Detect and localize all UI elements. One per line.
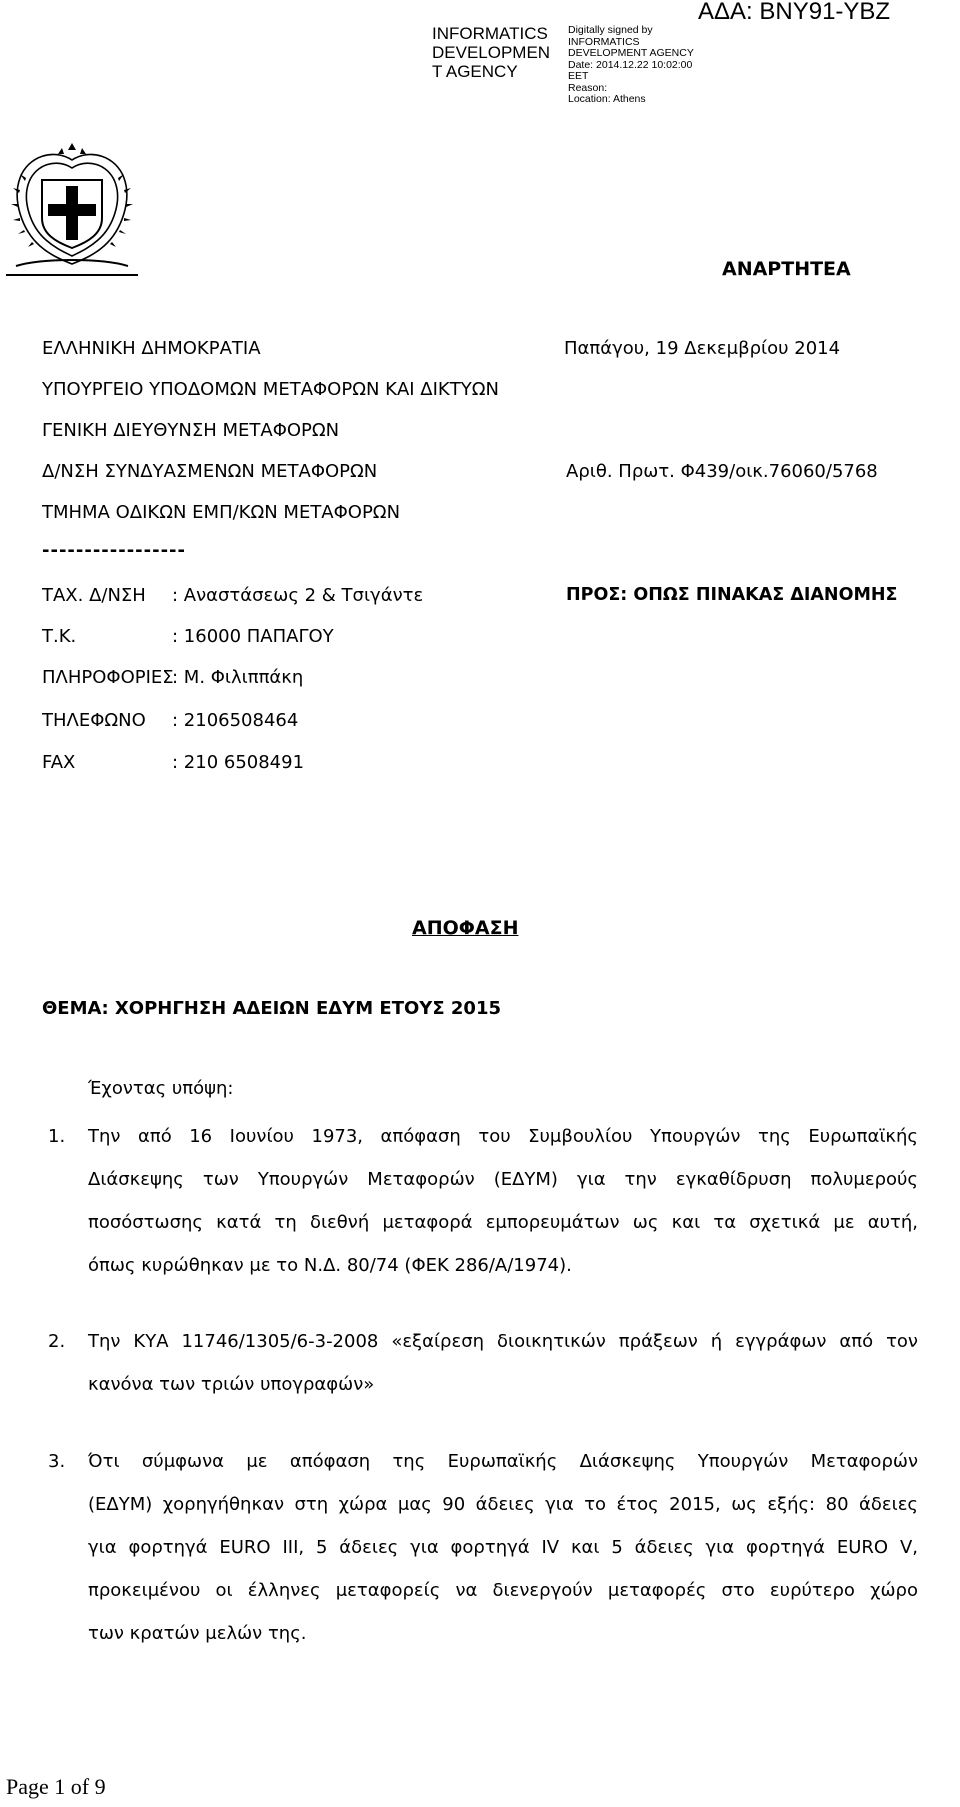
signature-detail-line: EET: [568, 70, 589, 82]
signature-detail-line: Location: Athens: [568, 93, 646, 105]
list-item-line: των κρατών μελών της.: [88, 1623, 307, 1644]
header-line: Δ/ΝΣΗ ΣΥΝΔΥΑΣΜΕΝΩΝ ΜΕΤΑΦΟΡΩΝ: [42, 461, 378, 482]
list-item-line: (ΕΔΥΜ) χορηγήθηκαν στη χώρα μας 90 άδειες για το έτος 2015, ως εξής: 80 άδειες: [88, 1494, 918, 1515]
signature-detail-line: INFORMATICS: [568, 35, 640, 48]
contact-label: ΤΑΧ. Δ/ΝΣΗ: [42, 585, 146, 606]
signature-detail-line: Digitally signed by: [568, 24, 653, 36]
list-item: [48, 1440, 918, 1655]
list-item-line: Την από 16 Ιουνίου 1973, απόφαση του Συμβουλίου Υπουργών της Ευρωπαϊκής: [88, 1126, 918, 1147]
list-item-line: κανόνα των τριών υπογραφών»: [88, 1374, 375, 1395]
contact-label: FAX: [42, 752, 76, 773]
list-item-number: 1.: [48, 1126, 66, 1147]
considering-label: Έχοντας υπόψη:: [88, 1078, 234, 1099]
signer-line: INFORMATICS: [432, 24, 548, 43]
header-line: ΥΠΟΥΡΓΕΙΟ ΥΠΟΔΟΜΩΝ ΜΕΤΑΦΟΡΩΝ ΚΑΙ ΔΙΚΤΥΩΝ: [42, 379, 499, 400]
list-item-number: 3.: [48, 1451, 66, 1472]
signature-detail-line: Reason:: [568, 81, 608, 94]
list-item-number: 2.: [48, 1331, 66, 1352]
signer-line: DEVELOPMEN: [432, 43, 551, 62]
header-line: ΕΛΛΗΝΙΚΗ ΔΗΜΟΚΡΑΤΙΑ: [42, 338, 261, 359]
list-item: [48, 1320, 918, 1406]
contact-value: : Μ. Φιλιππάκη: [172, 667, 304, 688]
signer-line: T AGENCY: [432, 62, 518, 81]
recipient: ΠΡΟΣ: ΟΠΩΣ ΠΙΝΑΚΑΣ ΔΙΑΝΟΜΗΣ: [566, 585, 898, 605]
coat-of-arms-emblem: [2, 138, 142, 278]
list-item-line: όπως κυρώθηκαν με το Ν.Δ. 80/74 (ΦΕΚ 286/Α/1974).: [88, 1255, 572, 1276]
header-divider: -----------------: [42, 540, 187, 561]
contact-label: Τ.Κ.: [42, 626, 77, 647]
signature-detail-line: DEVELOPMENT AGENCY: [568, 47, 694, 59]
signature-details: [568, 25, 694, 106]
public-notice-label: ΑΝΑΡΤΗΤΕΑ: [722, 258, 851, 280]
header-line: ΤΜΗΜΑ ΟΔΙΚΩΝ ΕΜΠ/ΚΩΝ ΜΕΤΑΦΟΡΩΝ: [42, 502, 401, 523]
signature-detail-line: Date: 2014.12.22 10:02:00: [568, 58, 693, 71]
contact-label: ΠΛΗΡΟΦΟΡΙΕΣ: [42, 667, 174, 688]
contact-value: : 210 6508491: [172, 752, 305, 773]
contact-value: : 2106508464: [172, 710, 299, 731]
page-number: Page 1 of 9: [6, 1774, 106, 1799]
list-item-line: Ότι σύμφωνα με απόφαση της Ευρωπαϊκής Διάσκεψης Υπουργών Μεταφορών: [88, 1451, 918, 1472]
contact-value: : Αναστάσεως 2 & Τσιγάντε: [172, 585, 424, 606]
header-line: ΓΕΝΙΚΗ ΔΙΕΥΘΥΝΣΗ ΜΕΤΑΦΟΡΩΝ: [42, 420, 340, 441]
ada-code: ΑΔΑ: ΒΝΥ91-ΥΒΖ: [698, 0, 891, 25]
contact-label: ΤΗΛΕΦΩΝΟ: [42, 710, 146, 731]
list-item-line: προκειμένου οι έλληνες μεταφορείς να διενεργούν μεταφορές στο ευρύτερο χώρο: [88, 1580, 918, 1601]
list-item-line: για φορτηγά EURO III, 5 άδειες για φορτηγά IV και 5 άδειες για φορτηγά EURO V,: [88, 1537, 918, 1558]
list-item-line: ποσόστωσης κατά τη διεθνή μεταφορά εμπορευμάτων ως και τα σχετικά με αυτή,: [88, 1212, 918, 1233]
list-item-line: Την ΚΥΑ 11746/1305/6-3-2008 «εξαίρεση διοικητικών πράξεων ή εγγράφων από τον: [88, 1331, 918, 1352]
signer-name: [432, 24, 550, 81]
protocol-number: Αριθ. Πρωτ. Φ439/οικ.76060/5768: [566, 461, 878, 482]
contact-value: : 16000 ΠΑΠΑΓΟΥ: [172, 626, 334, 647]
decision-title: ΑΠΟΦΑΣΗ: [412, 917, 519, 939]
place-date: Παπάγου, 19 Δεκεμβρίου 2014: [564, 338, 841, 359]
list-item-line: Διάσκεψης των Υπουργών Μεταφορών (ΕΔΥΜ) για την εγκαθίδρυση πολυμερούς: [88, 1169, 918, 1190]
subject: ΘΕΜΑ: ΧΟΡΗΓΗΣΗ ΑΔΕΙΩΝ ΕΔΥΜ ΕΤΟΥΣ 2015: [42, 998, 501, 1019]
list-item: [48, 1115, 918, 1287]
